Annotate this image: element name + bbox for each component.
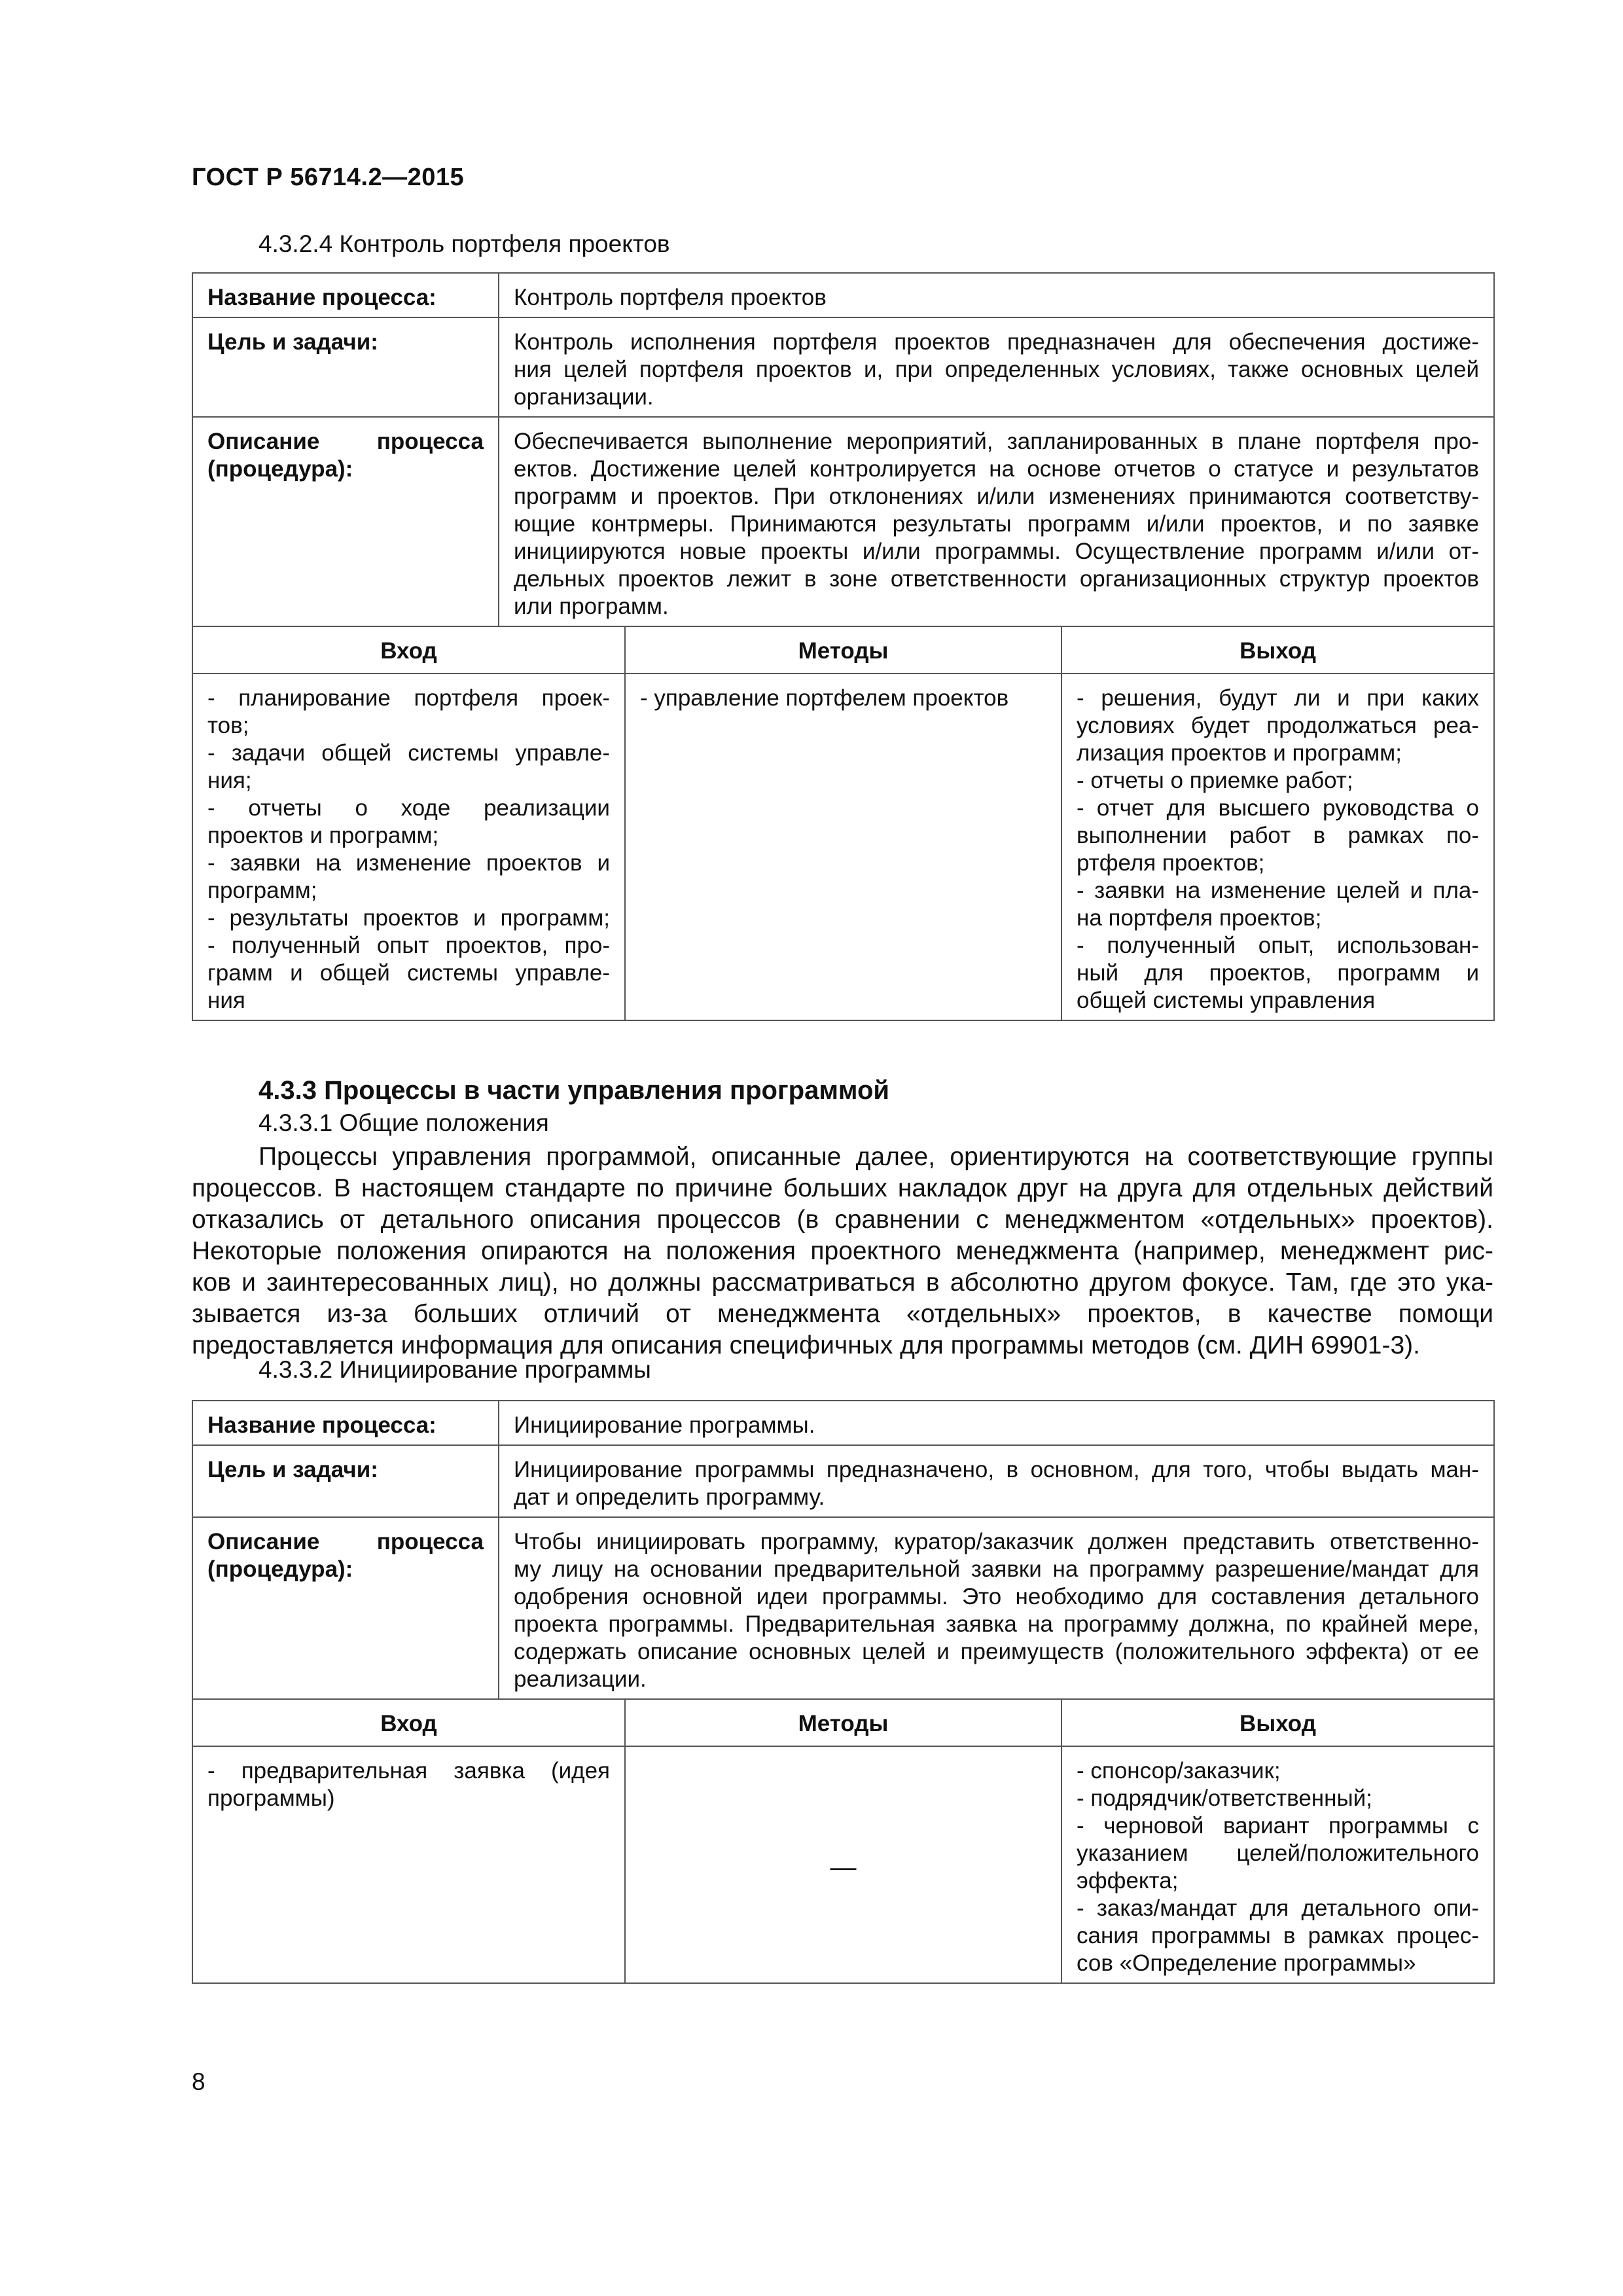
output-cell: - спонсор/заказчик; - подрядчик/ответственный; - черновой вариант программы с указанием целей/положительного эффекта; - заказ/мандат для детального опи- сания программы в рамках процес- сов «Определение программы» (1061, 1746, 1494, 1983)
column-header-input: Вход (192, 1699, 625, 1746)
table-row (192, 273, 1494, 317)
table-row (192, 417, 1494, 626)
table-row (192, 1746, 1494, 1983)
column-header-output: Выход (1061, 626, 1494, 673)
goal-label: Цель и задачи: (192, 1445, 499, 1517)
table-row (192, 317, 1494, 417)
methods-cell: - управление портфелем проектов (625, 673, 1061, 1020)
page-number: 8 (192, 2068, 205, 2095)
table-header-row (192, 626, 1494, 673)
description-label: Описание процесса (процедура): (192, 417, 499, 626)
column-header-methods: Методы (625, 626, 1061, 673)
table-row (192, 1445, 1494, 1517)
section-heading-4324: 4.3.2.4 Контроль портфеля проектов (259, 230, 670, 257)
document-code: ГОСТ Р 56714.2—2015 (192, 164, 465, 191)
process-name-label: Название процесса: (192, 1401, 499, 1445)
goal-text: Инициирование программы предназначено, в основном, для того, чтобы выдать ман- дат и определить программу. (499, 1445, 1494, 1517)
process-table-program-initiation (192, 1400, 1495, 1984)
table-row (192, 673, 1494, 1020)
process-name-value: Инициирование программы. (499, 1401, 1494, 1445)
description-text: Обеспечивается выполнение мероприятий, запланированных в плане портфеля про- ектов. Достижение целей контролируется на основе отчетов о статусе и результатов программ и проектов. При отклонениях и/или изменениях принимаются соответству- ющие контрмеры. Принимаются результаты программ и/или проектов, и по заявке инициируются новые проекты и/или программы. Осуществление программ и/или от- дельных проектов лежит в зоне ответственности организационных структур проектов или программ. (499, 417, 1494, 626)
section-title-433: 4.3.3 Процессы в части управления программой (259, 1076, 890, 1105)
input-cell: - планирование портфеля проек- тов; - задачи общей системы управле- ния; - отчеты о ходе реализации проектов и программ; - заявки на изменение проектов и программ; - результаты проектов и программ; - полученный опыт проектов, про- грамм и общей системы управле- ния (192, 673, 625, 1020)
description-label: Описание процесса (процедура): (192, 1517, 499, 1699)
subsection-heading-4332: 4.3.3.2 Инициирование программы (259, 1356, 651, 1383)
table-header-row (192, 1699, 1494, 1746)
description-text: Чтобы инициировать программу, куратор/заказчик должен представить ответственно- му лицу на основании предварительной заявки на программу разрешение/мандат для одобрения основной идеи программы. Это необходимо для составления детального проекта программы. Предварительная заявка на программу должна, по крайней мере, содержать описание основных целей и преимуществ (положительного эффекта) от ее реализации. (499, 1517, 1494, 1699)
goal-text: Контроль исполнения портфеля проектов предназначен для обеспечения достиже- ния целей портфеля проектов и, при определенных условиях, также основных целей организации. (499, 317, 1494, 417)
paragraph-general-provisions: Процессы управления программой, описанные далее, ориентируются на соответствующие группы процессов. В настоящем стандарте по причине больших накладок друг на друга для отдельных действий отказались от детального описания процессов (в сравнении с менеджментом «отдельных» проектов). Некоторые положения опираются на положения проектного менеджмента (например, менеджмент рис- ков и заинтересованных лиц), но должны рассматриваться в абсолютно другом фокусе. Там, где это ука- зывается из-за больших отличий от менеджмента «отдельных» проектов, в качестве помощи предоставляется информация для описания специфичных для программы методов (см. ДИН 69901-3). (192, 1143, 1493, 1359)
process-name-label: Название процесса: (192, 273, 499, 317)
process-table-portfolio-control (192, 272, 1495, 1021)
column-header-methods: Методы (625, 1699, 1061, 1746)
process-name-value: Контроль портфеля проектов (499, 273, 1494, 317)
goal-label: Цель и задачи: (192, 317, 499, 417)
output-cell: - решения, будут ли и при каких условиях будет продолжаться реа- лизация проектов и программ; - отчеты о приемке работ; - отчет для высшего руководства о выполнении работ в рамках по- ртфеля проектов; - заявки на изменение целей и пла- на портфеля проектов; - полученный опыт, использован- ный для проектов, программ и общей системы управления (1061, 673, 1494, 1020)
table-row (192, 1517, 1494, 1699)
column-header-input: Вход (192, 626, 625, 673)
methods-cell: — (625, 1746, 1061, 1983)
table-row (192, 1401, 1494, 1445)
subsection-heading-4331: 4.3.3.1 Общие положения (259, 1109, 549, 1136)
column-header-output: Выход (1061, 1699, 1494, 1746)
input-cell: - предварительная заявка (идея программы) (192, 1746, 625, 1983)
